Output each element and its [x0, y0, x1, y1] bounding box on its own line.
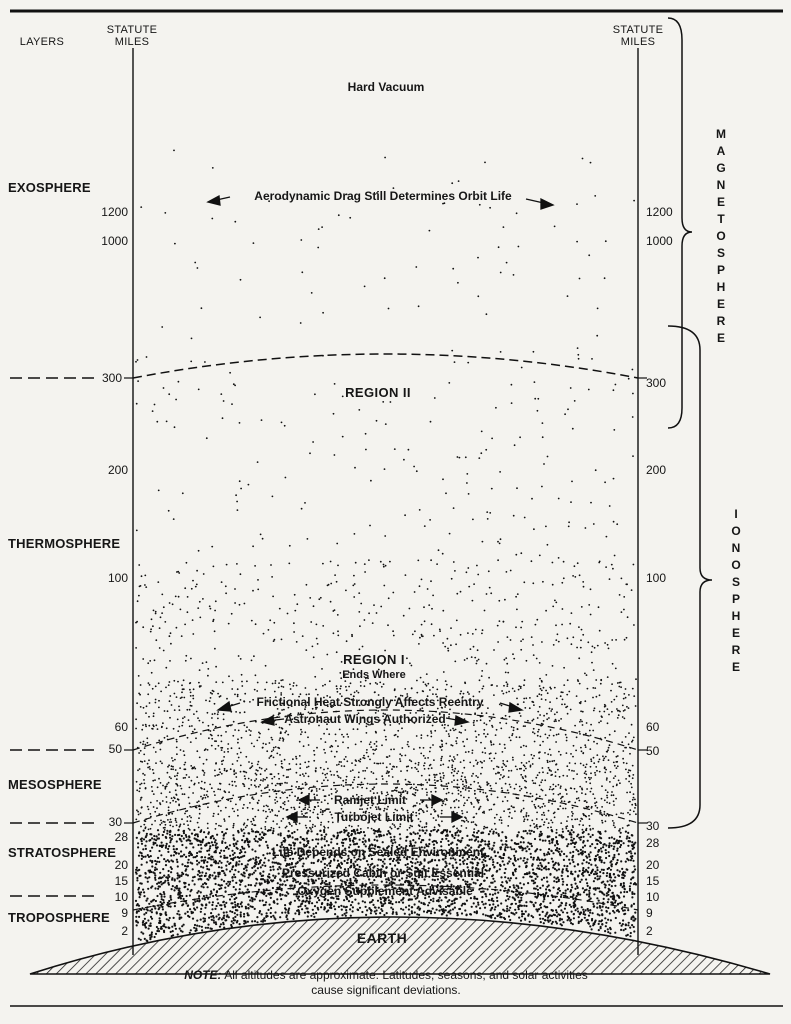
layer-stratosphere: STRATOSPHERE — [8, 845, 117, 860]
left-tick-60: 60 — [114, 720, 128, 734]
region-2-label: REGION II — [345, 385, 411, 400]
layer-exosphere: EXOSPHERE — [8, 180, 91, 195]
earth-label: EARTH — [356, 930, 408, 946]
magnetosphere-bracket — [668, 18, 692, 428]
layer-troposphere: TROPOSPHERE — [8, 910, 110, 925]
right-tick-30: 30 — [646, 819, 660, 833]
ramjet-annotation: Ramjet Limit — [333, 793, 407, 807]
right-scale-header-line-1: STATUTE — [612, 24, 664, 36]
ionosphere-letter: P — [731, 592, 740, 606]
left-tick-30: 30 — [108, 815, 122, 829]
right-tick-2: 2 — [646, 924, 653, 938]
right-tick-28: 28 — [646, 836, 660, 850]
left-tick-1200: 1200 — [101, 205, 128, 219]
magnetosphere-letter: A — [716, 144, 726, 158]
magnetosphere-letter: M — [716, 127, 726, 141]
note-label: NOTE: — [184, 968, 222, 982]
oxygen-annotation: Oxygen Supplement Advisable — [297, 884, 473, 898]
right-tick-15: 15 — [646, 874, 660, 888]
right-scale-header-line-2: MILES — [620, 36, 656, 48]
right-tick-60: 60 — [646, 720, 660, 734]
right-tick-100: 100 — [646, 571, 667, 585]
left-tick-9: 9 — [121, 906, 128, 920]
left-tick-28: 28 — [114, 830, 128, 844]
right-tick-20: 20 — [646, 858, 660, 872]
drag-annotation: Aerodynamic Drag Still Determines Orbit Life — [254, 189, 512, 203]
magnetosphere-label — [714, 126, 728, 347]
magnetosphere-letter: P — [716, 263, 725, 277]
ionosphere-letter: N — [731, 541, 741, 555]
left-tick-1000: 1000 — [101, 234, 128, 248]
ends-where-label: Ends Where — [342, 669, 406, 681]
wings-annotation: Astronaut Wings Authorized — [284, 712, 446, 726]
magnetosphere-letter: E — [716, 297, 725, 311]
left-tick-10: 10 — [114, 890, 128, 904]
ionosphere-letter: S — [731, 575, 740, 589]
magnetosphere-letter: E — [716, 195, 725, 209]
magnetosphere-letter: N — [716, 178, 726, 192]
right-tick-50: 50 — [646, 744, 660, 758]
right-tick-9: 9 — [646, 906, 653, 920]
left-ticks — [124, 378, 133, 823]
magnetosphere-letter: S — [716, 246, 725, 260]
magnetosphere-letter: T — [717, 212, 725, 226]
left-tick-300: 300 — [101, 371, 122, 385]
ionosphere-letter: R — [731, 643, 741, 657]
ionosphere-label — [729, 506, 743, 676]
left-tick-200: 200 — [107, 463, 128, 477]
note — [176, 968, 596, 998]
life-annotation: Life Depends on Sealed Environment — [271, 845, 485, 859]
ionosphere-letter: O — [731, 524, 741, 538]
right-tick-300: 300 — [646, 376, 667, 390]
ionosphere-letter: E — [731, 660, 740, 674]
region-1-label: REGION I — [343, 652, 405, 667]
left-tick-20: 20 — [114, 858, 128, 872]
right-tick-1200: 1200 — [646, 205, 673, 219]
cabin-annotation: Pressurized Cabin or Suit Essential — [281, 866, 485, 880]
layer-thermosphere: THERMOSPHERE — [8, 536, 121, 551]
left-scale-header-line-1: STATUTE — [106, 24, 158, 36]
left-scale-header-line-2: MILES — [114, 36, 150, 48]
turbojet-annotation: Turbojet Limit — [334, 810, 414, 824]
left-tick-100: 100 — [107, 571, 128, 585]
ionosphere-letter: O — [731, 558, 741, 572]
layers-header: LAYERS — [19, 36, 65, 48]
right-scale-header — [604, 24, 672, 48]
right-tick-200: 200 — [646, 463, 667, 477]
hard-vacuum-label: Hard Vacuum — [347, 80, 425, 94]
magnetosphere-letter: R — [716, 314, 726, 328]
note-text: All altitudes are approximate. Latitudes, seasons, and solar activities cause significant deviations. — [224, 968, 588, 997]
left-scale-header — [98, 24, 166, 48]
ionosphere-letter: H — [731, 609, 741, 623]
left-tick-50: 50 — [108, 742, 122, 756]
magnetosphere-letter: O — [716, 229, 726, 243]
region-2-boundary — [133, 354, 638, 378]
magnetosphere-letter: E — [716, 331, 725, 345]
layer-mesosphere: MESOSPHERE — [8, 777, 102, 792]
right-tick-10: 10 — [646, 890, 660, 904]
ionosphere-letter: E — [731, 626, 740, 640]
friction-annotation: Frictional Heat Strongly Affects Reentry — [256, 695, 484, 709]
left-tick-2: 2 — [121, 924, 128, 938]
magnetosphere-letter: H — [716, 280, 726, 294]
right-tick-1000: 1000 — [646, 234, 673, 248]
ionosphere-letter: I — [734, 507, 738, 521]
left-tick-15: 15 — [114, 874, 128, 888]
magnetosphere-letter: G — [716, 161, 726, 175]
